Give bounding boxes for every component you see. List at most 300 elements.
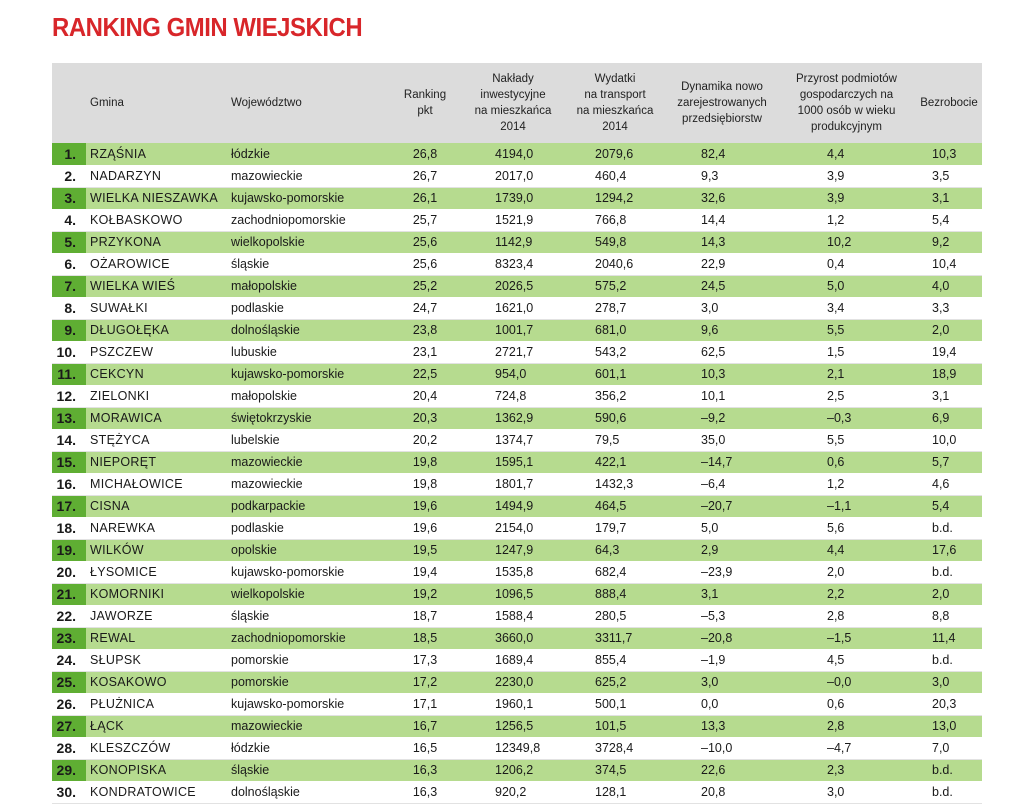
cell-wojewodztwo: śląskie [227, 759, 387, 781]
cell-nr: 18. [52, 517, 86, 539]
cell-wojewodztwo: mazowieckie [227, 165, 387, 187]
cell-przyrost: 5,6 [777, 517, 916, 539]
cell-gmina: KOSAKOWO [86, 671, 227, 693]
cell-wydatki: 855,4 [563, 649, 667, 671]
cell-wydatki: 278,7 [563, 297, 667, 319]
cell-nr: 20. [52, 561, 86, 583]
cell-dynamika: –9,2 [667, 407, 777, 429]
cell-dynamika: 24,5 [667, 275, 777, 297]
cell-gmina: PSZCZEW [86, 341, 227, 363]
cell-wojewodztwo: podkarpackie [227, 495, 387, 517]
table-body [52, 143, 982, 803]
cell-dynamika: 35,0 [667, 429, 777, 451]
cell-przyrost: 5,5 [777, 319, 916, 341]
cell-ranking-pkt: 26,7 [387, 165, 463, 187]
cell-gmina: RZĄŚNIA [86, 143, 227, 165]
cell-wojewodztwo: kujawsko-pomorskie [227, 363, 387, 385]
cell-gmina: REWAL [86, 627, 227, 649]
cell-dynamika: 20,8 [667, 781, 777, 803]
cell-wojewodztwo: łódzkie [227, 143, 387, 165]
table-row [52, 231, 982, 253]
cell-gmina: WIELKA NIESZAWKA [86, 187, 227, 209]
cell-bezrobocie: 10,0 [916, 429, 982, 451]
cell-wydatki: 601,1 [563, 363, 667, 385]
header-dynamika: Dynamika nowo zarejestrowanych przedsiębiorstw [667, 63, 777, 143]
cell-bezrobocie: 17,6 [916, 539, 982, 561]
cell-ranking-pkt: 20,2 [387, 429, 463, 451]
cell-dynamika: 9,6 [667, 319, 777, 341]
cell-nr: 4. [52, 209, 86, 231]
cell-wydatki: 3311,7 [563, 627, 667, 649]
cell-bezrobocie: b.d. [916, 649, 982, 671]
cell-naklady: 920,2 [463, 781, 563, 803]
cell-bezrobocie: 5,4 [916, 209, 982, 231]
cell-naklady: 12349,8 [463, 737, 563, 759]
cell-bezrobocie: 3,3 [916, 297, 982, 319]
cell-wojewodztwo: śląskie [227, 605, 387, 627]
cell-ranking-pkt: 20,3 [387, 407, 463, 429]
cell-dynamika: 22,6 [667, 759, 777, 781]
cell-przyrost: 1,2 [777, 473, 916, 495]
cell-dynamika: –20,7 [667, 495, 777, 517]
cell-gmina: MORAWICA [86, 407, 227, 429]
table-row [52, 253, 982, 275]
cell-naklady: 3660,0 [463, 627, 563, 649]
cell-wydatki: 356,2 [563, 385, 667, 407]
cell-nr: 23. [52, 627, 86, 649]
table-row [52, 781, 982, 803]
cell-przyrost: 3,0 [777, 781, 916, 803]
cell-gmina: JAWORZE [86, 605, 227, 627]
cell-gmina: STĘŻYCA [86, 429, 227, 451]
table-row [52, 407, 982, 429]
cell-dynamika: 14,3 [667, 231, 777, 253]
cell-wydatki: 575,2 [563, 275, 667, 297]
cell-bezrobocie: 3,1 [916, 187, 982, 209]
table-row [52, 649, 982, 671]
cell-przyrost: 4,4 [777, 143, 916, 165]
cell-gmina: ŁYSOMICE [86, 561, 227, 583]
cell-bezrobocie: b.d. [916, 759, 982, 781]
cell-wydatki: 280,5 [563, 605, 667, 627]
cell-przyrost: 2,8 [777, 715, 916, 737]
cell-przyrost: 2,8 [777, 605, 916, 627]
cell-ranking-pkt: 19,8 [387, 451, 463, 473]
cell-gmina: KOŁBASKOWO [86, 209, 227, 231]
header-naklady: Nakłady inwestycyjne na mieszkańca 2014 [463, 63, 563, 143]
cell-gmina: NAREWKA [86, 517, 227, 539]
table-row [52, 671, 982, 693]
cell-gmina: SUWAŁKI [86, 297, 227, 319]
cell-naklady: 4194,0 [463, 143, 563, 165]
cell-nr: 22. [52, 605, 86, 627]
cell-przyrost: 4,4 [777, 539, 916, 561]
cell-bezrobocie: 10,4 [916, 253, 982, 275]
cell-nr: 15. [52, 451, 86, 473]
cell-ranking-pkt: 25,6 [387, 231, 463, 253]
cell-gmina: KLESZCZÓW [86, 737, 227, 759]
table-row [52, 187, 982, 209]
cell-nr: 7. [52, 275, 86, 297]
cell-wydatki: 766,8 [563, 209, 667, 231]
cell-bezrobocie: b.d. [916, 781, 982, 803]
cell-wydatki: 179,7 [563, 517, 667, 539]
cell-naklady: 1001,7 [463, 319, 563, 341]
cell-nr: 17. [52, 495, 86, 517]
cell-dynamika: 9,3 [667, 165, 777, 187]
cell-gmina: KONOPISKA [86, 759, 227, 781]
cell-nr: 14. [52, 429, 86, 451]
table-row [52, 759, 982, 781]
cell-przyrost: 5,0 [777, 275, 916, 297]
cell-dynamika: 10,1 [667, 385, 777, 407]
cell-przyrost: 0,6 [777, 451, 916, 473]
table-row [52, 539, 982, 561]
cell-gmina: WILKÓW [86, 539, 227, 561]
header-ranking: Ranking pkt [387, 63, 463, 143]
cell-wojewodztwo: mazowieckie [227, 715, 387, 737]
cell-ranking-pkt: 16,3 [387, 781, 463, 803]
cell-wojewodztwo: wielkopolskie [227, 583, 387, 605]
cell-naklady: 2230,0 [463, 671, 563, 693]
cell-dynamika: 10,3 [667, 363, 777, 385]
cell-ranking-pkt: 18,5 [387, 627, 463, 649]
cell-wydatki: 1432,3 [563, 473, 667, 495]
cell-bezrobocie: 19,4 [916, 341, 982, 363]
table-row [52, 297, 982, 319]
header-wojewodztwo: Województwo [227, 63, 387, 143]
cell-naklady: 724,8 [463, 385, 563, 407]
cell-wydatki: 543,2 [563, 341, 667, 363]
cell-wojewodztwo: kujawsko-pomorskie [227, 693, 387, 715]
cell-gmina: DŁUGOŁĘKA [86, 319, 227, 341]
header-przyrost: Przyrost podmiotów gospodarczych na 1000 osób w wieku produkcyjnym [777, 63, 916, 143]
table-row [52, 143, 982, 165]
cell-naklady: 1362,9 [463, 407, 563, 429]
table-row [52, 165, 982, 187]
cell-wojewodztwo: lubelskie [227, 429, 387, 451]
cell-wojewodztwo: pomorskie [227, 671, 387, 693]
table-row [52, 429, 982, 451]
cell-wojewodztwo: kujawsko-pomorskie [227, 561, 387, 583]
cell-naklady: 1521,9 [463, 209, 563, 231]
cell-nr: 6. [52, 253, 86, 275]
cell-bezrobocie: 3,0 [916, 671, 982, 693]
cell-ranking-pkt: 22,5 [387, 363, 463, 385]
cell-nr: 21. [52, 583, 86, 605]
cell-nr: 1. [52, 143, 86, 165]
cell-naklady: 1256,5 [463, 715, 563, 737]
cell-ranking-pkt: 25,2 [387, 275, 463, 297]
cell-wydatki: 681,0 [563, 319, 667, 341]
cell-przyrost: –0,3 [777, 407, 916, 429]
cell-naklady: 1374,7 [463, 429, 563, 451]
cell-naklady: 1096,5 [463, 583, 563, 605]
cell-bezrobocie: 3,1 [916, 385, 982, 407]
cell-gmina: MICHAŁOWICE [86, 473, 227, 495]
cell-przyrost: 2,1 [777, 363, 916, 385]
cell-dynamika: 3,0 [667, 297, 777, 319]
cell-nr: 11. [52, 363, 86, 385]
table-row [52, 517, 982, 539]
cell-przyrost: 0,6 [777, 693, 916, 715]
cell-wydatki: 460,4 [563, 165, 667, 187]
cell-bezrobocie: 3,5 [916, 165, 982, 187]
cell-wojewodztwo: kujawsko-pomorskie [227, 187, 387, 209]
cell-nr: 2. [52, 165, 86, 187]
cell-wydatki: 79,5 [563, 429, 667, 451]
cell-naklady: 1739,0 [463, 187, 563, 209]
cell-bezrobocie: b.d. [916, 517, 982, 539]
cell-naklady: 1206,2 [463, 759, 563, 781]
cell-bezrobocie: 4,6 [916, 473, 982, 495]
cell-bezrobocie: 5,4 [916, 495, 982, 517]
cell-wojewodztwo: śląskie [227, 253, 387, 275]
cell-dynamika: –10,0 [667, 737, 777, 759]
cell-dynamika: 0,0 [667, 693, 777, 715]
table-row [52, 583, 982, 605]
table-row [52, 693, 982, 715]
cell-naklady: 1142,9 [463, 231, 563, 253]
header-nr [52, 63, 86, 143]
cell-ranking-pkt: 17,1 [387, 693, 463, 715]
cell-ranking-pkt: 23,1 [387, 341, 463, 363]
table-row [52, 275, 982, 297]
cell-ranking-pkt: 25,6 [387, 253, 463, 275]
table-row [52, 473, 982, 495]
cell-wojewodztwo: łódzkie [227, 737, 387, 759]
cell-przyrost: 2,3 [777, 759, 916, 781]
cell-nr: 26. [52, 693, 86, 715]
cell-wojewodztwo: zachodniopomorskie [227, 627, 387, 649]
cell-naklady: 2154,0 [463, 517, 563, 539]
cell-wojewodztwo: pomorskie [227, 649, 387, 671]
cell-wydatki: 464,5 [563, 495, 667, 517]
cell-bezrobocie: 9,2 [916, 231, 982, 253]
cell-wydatki: 3728,4 [563, 737, 667, 759]
table-row [52, 627, 982, 649]
cell-wojewodztwo: podlaskie [227, 297, 387, 319]
cell-naklady: 1588,4 [463, 605, 563, 627]
cell-ranking-pkt: 16,3 [387, 759, 463, 781]
cell-ranking-pkt: 19,8 [387, 473, 463, 495]
cell-bezrobocie: 6,9 [916, 407, 982, 429]
cell-nr: 25. [52, 671, 86, 693]
cell-wojewodztwo: wielkopolskie [227, 231, 387, 253]
cell-wydatki: 101,5 [563, 715, 667, 737]
table-row [52, 495, 982, 517]
cell-nr: 24. [52, 649, 86, 671]
cell-wojewodztwo: małopolskie [227, 385, 387, 407]
cell-gmina: NADARZYN [86, 165, 227, 187]
cell-dynamika: 3,0 [667, 671, 777, 693]
cell-naklady: 1535,8 [463, 561, 563, 583]
cell-nr: 16. [52, 473, 86, 495]
cell-przyrost: –0,0 [777, 671, 916, 693]
cell-nr: 10. [52, 341, 86, 363]
cell-wojewodztwo: dolnośląskie [227, 781, 387, 803]
table-row [52, 605, 982, 627]
header-gmina: Gmina [86, 63, 227, 143]
cell-wydatki: 422,1 [563, 451, 667, 473]
cell-gmina: ZIELONKI [86, 385, 227, 407]
table-header-row [52, 63, 982, 143]
table-row [52, 385, 982, 407]
cell-ranking-pkt: 17,3 [387, 649, 463, 671]
cell-wojewodztwo: mazowieckie [227, 451, 387, 473]
cell-naklady: 954,0 [463, 363, 563, 385]
table-row [52, 341, 982, 363]
cell-wydatki: 549,8 [563, 231, 667, 253]
cell-ranking-pkt: 25,7 [387, 209, 463, 231]
cell-ranking-pkt: 26,1 [387, 187, 463, 209]
cell-nr: 5. [52, 231, 86, 253]
cell-gmina: CISNA [86, 495, 227, 517]
cell-nr: 19. [52, 539, 86, 561]
cell-przyrost: 0,4 [777, 253, 916, 275]
cell-nr: 9. [52, 319, 86, 341]
cell-przyrost: 2,0 [777, 561, 916, 583]
cell-wydatki: 128,1 [563, 781, 667, 803]
cell-ranking-pkt: 18,7 [387, 605, 463, 627]
cell-nr: 27. [52, 715, 86, 737]
cell-dynamika: 82,4 [667, 143, 777, 165]
cell-ranking-pkt: 26,8 [387, 143, 463, 165]
cell-dynamika: –20,8 [667, 627, 777, 649]
cell-dynamika: 13,3 [667, 715, 777, 737]
cell-naklady: 2721,7 [463, 341, 563, 363]
cell-dynamika: 32,6 [667, 187, 777, 209]
cell-naklady: 1960,1 [463, 693, 563, 715]
cell-wydatki: 1294,2 [563, 187, 667, 209]
cell-bezrobocie: 8,8 [916, 605, 982, 627]
cell-dynamika: 3,1 [667, 583, 777, 605]
cell-przyrost: 3,4 [777, 297, 916, 319]
header-wydatki: Wydatki na transport na mieszkańca 2014 [563, 63, 667, 143]
cell-ranking-pkt: 16,5 [387, 737, 463, 759]
cell-przyrost: 10,2 [777, 231, 916, 253]
cell-ranking-pkt: 19,2 [387, 583, 463, 605]
table-row [52, 715, 982, 737]
table-row [52, 363, 982, 385]
table-row [52, 561, 982, 583]
cell-naklady: 1621,0 [463, 297, 563, 319]
cell-dynamika: 2,9 [667, 539, 777, 561]
header-bezrobocie: Bezrobocie [916, 63, 982, 143]
cell-gmina: CEKCYN [86, 363, 227, 385]
cell-ranking-pkt: 19,4 [387, 561, 463, 583]
cell-gmina: KONDRATOWICE [86, 781, 227, 803]
cell-wydatki: 590,6 [563, 407, 667, 429]
cell-wojewodztwo: małopolskie [227, 275, 387, 297]
cell-wydatki: 2079,6 [563, 143, 667, 165]
cell-przyrost: 2,5 [777, 385, 916, 407]
cell-wydatki: 64,3 [563, 539, 667, 561]
cell-naklady: 2017,0 [463, 165, 563, 187]
cell-gmina: PŁUŻNICA [86, 693, 227, 715]
cell-naklady: 8323,4 [463, 253, 563, 275]
cell-wojewodztwo: lubuskie [227, 341, 387, 363]
cell-ranking-pkt: 16,7 [387, 715, 463, 737]
cell-przyrost: 5,5 [777, 429, 916, 451]
cell-wojewodztwo: mazowieckie [227, 473, 387, 495]
table-row [52, 737, 982, 759]
cell-bezrobocie: 7,0 [916, 737, 982, 759]
cell-naklady: 1494,9 [463, 495, 563, 517]
cell-naklady: 1247,9 [463, 539, 563, 561]
cell-dynamika: –23,9 [667, 561, 777, 583]
cell-naklady: 2026,5 [463, 275, 563, 297]
cell-dynamika: –5,3 [667, 605, 777, 627]
cell-gmina: ŁĄCK [86, 715, 227, 737]
cell-wojewodztwo: podlaskie [227, 517, 387, 539]
cell-naklady: 1801,7 [463, 473, 563, 495]
cell-przyrost: 3,9 [777, 187, 916, 209]
cell-wydatki: 500,1 [563, 693, 667, 715]
cell-gmina: SŁUPSK [86, 649, 227, 671]
cell-wojewodztwo: świętokrzyskie [227, 407, 387, 429]
cell-przyrost: 1,5 [777, 341, 916, 363]
cell-ranking-pkt: 23,8 [387, 319, 463, 341]
cell-wojewodztwo: dolnośląskie [227, 319, 387, 341]
ranking-table [52, 63, 982, 804]
cell-ranking-pkt: 19,6 [387, 517, 463, 539]
table-row [52, 451, 982, 473]
cell-dynamika: –14,7 [667, 451, 777, 473]
cell-bezrobocie: b.d. [916, 561, 982, 583]
table-row [52, 319, 982, 341]
cell-bezrobocie: 2,0 [916, 319, 982, 341]
cell-bezrobocie: 10,3 [916, 143, 982, 165]
cell-bezrobocie: 13,0 [916, 715, 982, 737]
cell-nr: 3. [52, 187, 86, 209]
cell-dynamika: –6,4 [667, 473, 777, 495]
cell-nr: 12. [52, 385, 86, 407]
table-row [52, 209, 982, 231]
cell-wydatki: 2040,6 [563, 253, 667, 275]
cell-naklady: 1595,1 [463, 451, 563, 473]
cell-dynamika: 22,9 [667, 253, 777, 275]
cell-gmina: OŻAROWICE [86, 253, 227, 275]
cell-gmina: WIELKA WIEŚ [86, 275, 227, 297]
cell-nr: 28. [52, 737, 86, 759]
cell-wydatki: 888,4 [563, 583, 667, 605]
cell-wydatki: 625,2 [563, 671, 667, 693]
cell-nr: 29. [52, 759, 86, 781]
cell-bezrobocie: 5,7 [916, 451, 982, 473]
cell-ranking-pkt: 20,4 [387, 385, 463, 407]
cell-bezrobocie: 20,3 [916, 693, 982, 715]
cell-bezrobocie: 2,0 [916, 583, 982, 605]
cell-przyrost: 3,9 [777, 165, 916, 187]
cell-przyrost: 1,2 [777, 209, 916, 231]
cell-gmina: NIEPORĘT [86, 451, 227, 473]
cell-dynamika: 62,5 [667, 341, 777, 363]
cell-przyrost: 2,2 [777, 583, 916, 605]
cell-naklady: 1689,4 [463, 649, 563, 671]
cell-przyrost: –4,7 [777, 737, 916, 759]
cell-nr: 8. [52, 297, 86, 319]
cell-gmina: PRZYKONA [86, 231, 227, 253]
cell-wydatki: 374,5 [563, 759, 667, 781]
cell-nr: 30. [52, 781, 86, 803]
cell-gmina: KOMORNIKI [86, 583, 227, 605]
cell-bezrobocie: 4,0 [916, 275, 982, 297]
page-title: RANKING GMIN WIEJSKICH [52, 12, 363, 42]
cell-wydatki: 682,4 [563, 561, 667, 583]
cell-dynamika: –1,9 [667, 649, 777, 671]
cell-ranking-pkt: 19,5 [387, 539, 463, 561]
